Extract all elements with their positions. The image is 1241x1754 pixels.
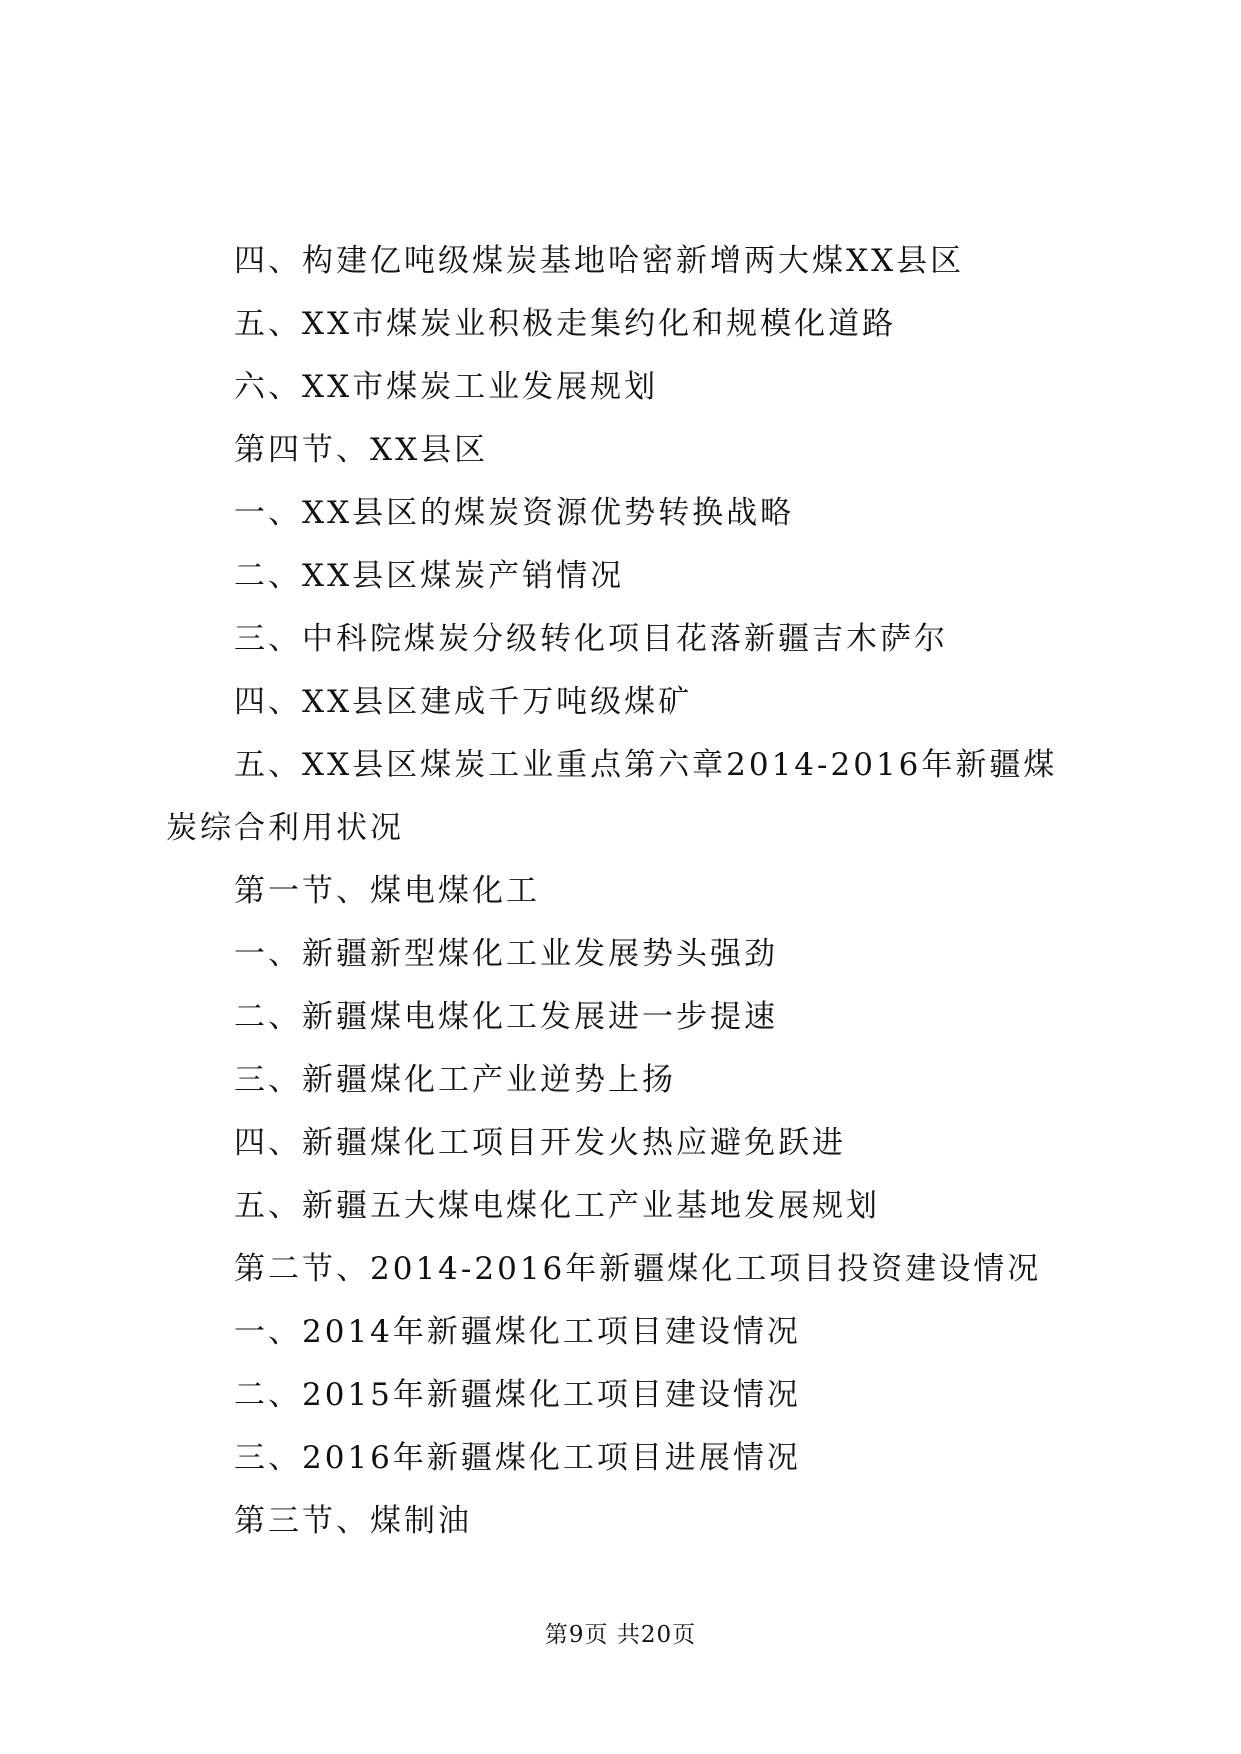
- toc-line: 五、XX市煤炭业积极走集约化和规模化道路: [234, 306, 897, 342]
- toc-line: 一、XX县区的煤炭资源优势转换战略: [234, 495, 795, 531]
- toc-line: 四、XX县区建成千万吨级煤矿: [234, 684, 693, 720]
- toc-line: 二、新疆煤电煤化工发展进一步提速: [234, 999, 778, 1035]
- toc-line: 四、构建亿吨级煤炭基地哈密新增两大煤XX县区: [234, 243, 965, 279]
- toc-line: 一、新疆新型煤化工业发展势头强劲: [234, 936, 778, 972]
- section-heading: 第一节、煤电煤化工: [234, 873, 540, 909]
- toc-line: 三、新疆煤化工产业逆势上扬: [234, 1062, 676, 1098]
- toc-line: 三、中科院煤炭分级转化项目花落新疆吉木萨尔: [234, 621, 948, 657]
- toc-line-wrapped: 五、XX县区煤炭工业重点第六章2014-2016年新疆煤炭综合利用状况: [166, 747, 1058, 846]
- section-heading: 第三节、煤制油: [234, 1503, 472, 1539]
- toc-line: 三、2016年新疆煤化工项目进展情况: [234, 1440, 801, 1476]
- toc-line: 一、2014年新疆煤化工项目建设情况: [234, 1314, 801, 1350]
- section-heading: 第四节、XX县区: [234, 432, 489, 468]
- document-body: [166, 230, 1086, 1553]
- toc-line: 四、新疆煤化工项目开发火热应避免跃进: [234, 1125, 846, 1161]
- page-number-footer: 第9页 共20页: [544, 1622, 697, 1648]
- toc-line: 二、XX县区煤炭产销情况: [234, 558, 625, 594]
- toc-line: 五、新疆五大煤电煤化工产业基地发展规划: [234, 1188, 880, 1224]
- section-heading: 第二节、2014-2016年新疆煤化工项目投资建设情况: [234, 1251, 1042, 1287]
- toc-line: 六、XX市煤炭工业发展规划: [234, 369, 659, 405]
- toc-line: 二、2015年新疆煤化工项目建设情况: [234, 1377, 801, 1413]
